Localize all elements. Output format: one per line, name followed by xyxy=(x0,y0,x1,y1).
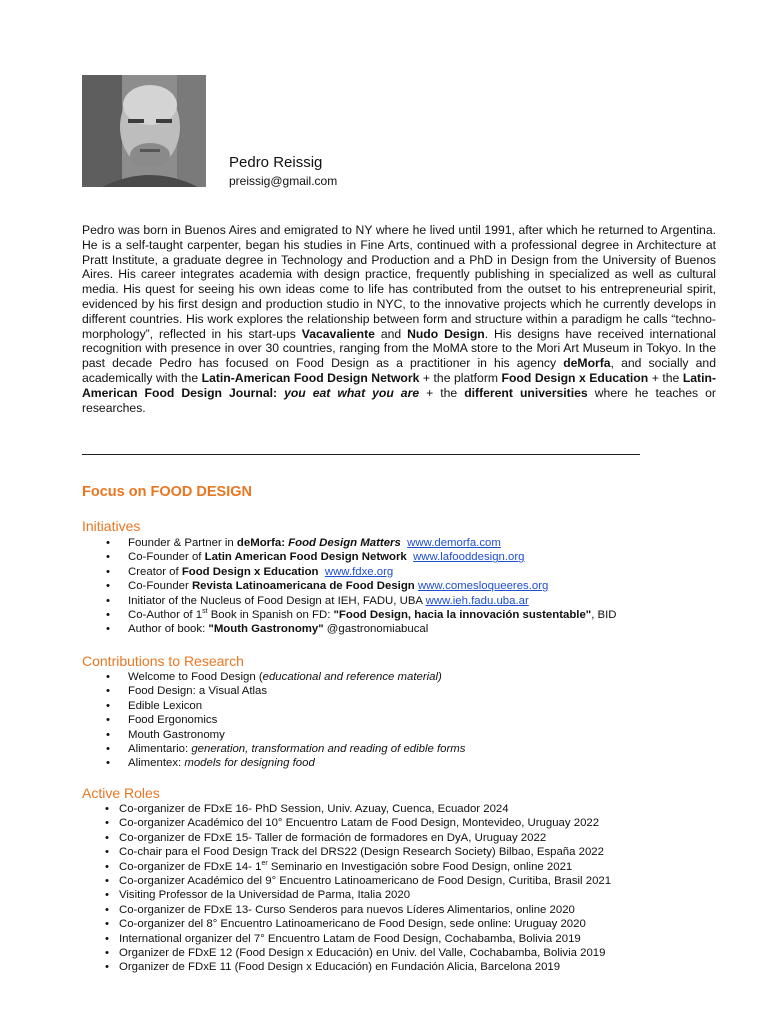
list-item: • Alimentario: generation, transformation and reading of edible forms xyxy=(128,742,465,756)
bio-text: + the xyxy=(648,370,683,385)
bio-text: and xyxy=(374,326,408,341)
list-item: • Mouth Gastronomy xyxy=(128,728,465,742)
list-item: • International organizer del 7° Encuentro Latam de Food Design, Cochabamba, Bolivia 2019 xyxy=(119,932,611,946)
list-item: • Co-organizer del 8° Encuentro Latinoamericano de Food Design, sede online: Uruguay 2020 xyxy=(119,917,611,931)
roles-list xyxy=(119,802,611,975)
list-item: • Co-organizer de FDxE 15- Taller de formación de formadores en DyA, Uruguay 2022 xyxy=(119,831,611,845)
bio-text: where he teaches or researches. xyxy=(82,385,716,415)
bio-bold-network: Latin-American Food Design Network xyxy=(201,370,420,385)
list-item: • Food Ergonomics xyxy=(128,713,465,727)
ieh-link[interactable]: www.ieh.fadu.uba.ar xyxy=(425,594,529,607)
list-item: • Co-organizer de FDxE 14- 1er Seminario en Investigación sobre Food Design, online 2021 xyxy=(119,860,611,874)
bio-bold-nudo-design: Nudo Design xyxy=(407,326,485,341)
list-item: • Co-chair para el Food Design Track del DRS22 (Design Research Society) Bilbao, España 2022 xyxy=(119,845,611,859)
list-item: • Co-Founder Revista Latinoamericana de Food Design www.comesloqueeres.org xyxy=(128,579,617,593)
bio-bold-demorfa: deMorfa xyxy=(563,356,611,371)
list-item: • Co-Author of 1st Book in Spanish on FD: "Food Design, hacia la innovación sustentable", BID xyxy=(128,608,617,622)
list-item: • Food Design: a Visual Atlas xyxy=(128,684,465,698)
list-item: • Organizer de FDxE 12 (Food Design x Educación) en Univ. del Valle, Cochabamba, Bolivia 2019 xyxy=(119,946,611,960)
contributions-heading: Contributions to Research xyxy=(82,653,244,669)
list-item: • Welcome to Food Design (educational and reference material) xyxy=(128,670,465,684)
contributions-list xyxy=(128,670,465,771)
list-item: • Co-organizer Académico del 10° Encuentro Latam de Food Design, Montevideo, Uruguay 2022 xyxy=(119,816,611,830)
initiatives-list xyxy=(128,536,617,637)
focus-heading: Focus on FOOD DESIGN xyxy=(82,484,252,500)
roles-heading: Active Roles xyxy=(82,785,160,801)
list-item: • Organizer de FDxE 11 (Food Design x Educación) en Fundación Alicia, Barcelona 2019 xyxy=(119,960,611,974)
lafooddesign-link[interactable]: www.lafooddesign.org xyxy=(413,551,525,564)
list-item: • Edible Lexicon xyxy=(128,699,465,713)
bio-text: , and socially and academically with the xyxy=(82,356,716,385)
bio-bold-journal: Latin-American Food Design Journal: xyxy=(82,370,716,400)
fdxe-link[interactable]: www.fdxe.org xyxy=(324,565,394,578)
list-item: • Co-Founder of Latin American Food Design Network www.lafooddesign.org xyxy=(128,550,617,564)
section-divider xyxy=(82,454,640,455)
bio-bold-vacavaliente: Vacavaliente xyxy=(301,326,375,341)
bio-bold-fdxe: Food Design x Education xyxy=(501,370,649,385)
demorfa-link[interactable]: www.demorfa.com xyxy=(407,537,501,549)
comesloqueeres-link[interactable]: www.comesloqueeres.org xyxy=(417,580,549,593)
bio-text: + the platform xyxy=(419,370,502,385)
list-item: • Visiting Professor de la Universidad de Parma, Italia 2020 xyxy=(119,888,611,902)
profile-photo xyxy=(82,75,206,187)
list-item: • Initiator of the Nucleus of Food Design at IEH, FADU, UBA www.ieh.fadu.uba.ar xyxy=(128,594,617,608)
list-item: • Founder & Partner in deMorfa: Food Design Matters www.demorfa.com xyxy=(128,536,617,550)
portrait-image xyxy=(82,75,206,187)
list-item: • Co-organizer Académico del 9° Encuentro Latinoamericano de Food Design, Curitiba, Brasil 2021 xyxy=(119,874,611,888)
bio-bold-universities: different universities xyxy=(464,385,588,400)
bio-text: . His designs have received international recognition with presence in over 30 countries, ranging from the MoMA store to the Mori Art Museum in Tokyo. In the past decade Pedro has focused on Food Design as a practitioner in his agency xyxy=(82,326,717,371)
bio-text: Pedro was born in Buenos Aires and emigrated to NY where he lived until 1991, after which he returned to Argentina. He is a self-taught carpenter, began his studies in Fine Arts, continued with a professional degree in Architecture at Pratt Institute, a graduate degree in Technology and Production and a PhD in Design from the University of Buenos Aires. His career integrates academia with design practice, frequently publishing in specialized as well as cultural media. His quest for seeing his own ideas come to life has contributed from the outset to his entrepreneurial spirit, evidenced by his first design and production studio in NYC, to the innovative projects which he currently develops in different countries. His work explores the relationship between form and structure within a paradigm he calls “techno-morphology”, reflected in his start-ups xyxy=(82,223,716,341)
initiatives-heading: Initiatives xyxy=(82,518,141,534)
bio-text: + the xyxy=(419,385,465,400)
list-item: • Alimentex: models for designing food xyxy=(128,756,465,770)
bio-bolditalic-motto: you eat what you are xyxy=(284,385,420,400)
list-item: • Co-organizer de FDxE 13- Curso Senderos para nuevos Líderes Alimentarios, online 2020 xyxy=(119,903,611,917)
bio-paragraph xyxy=(82,223,716,415)
list-item: • Co-organizer de FDxE 16- PhD Session, Univ. Azuay, Cuenca, Ecuador 2024 xyxy=(119,802,611,816)
list-item: • Creator of Food Design x Education www.fdxe.org xyxy=(128,565,617,579)
list-item: • Author of book: "Mouth Gastronomy" @gastronomiabucal xyxy=(128,622,617,636)
person-name: Pedro Reissig xyxy=(229,154,323,171)
person-email: preissig@gmail.com xyxy=(229,174,338,188)
